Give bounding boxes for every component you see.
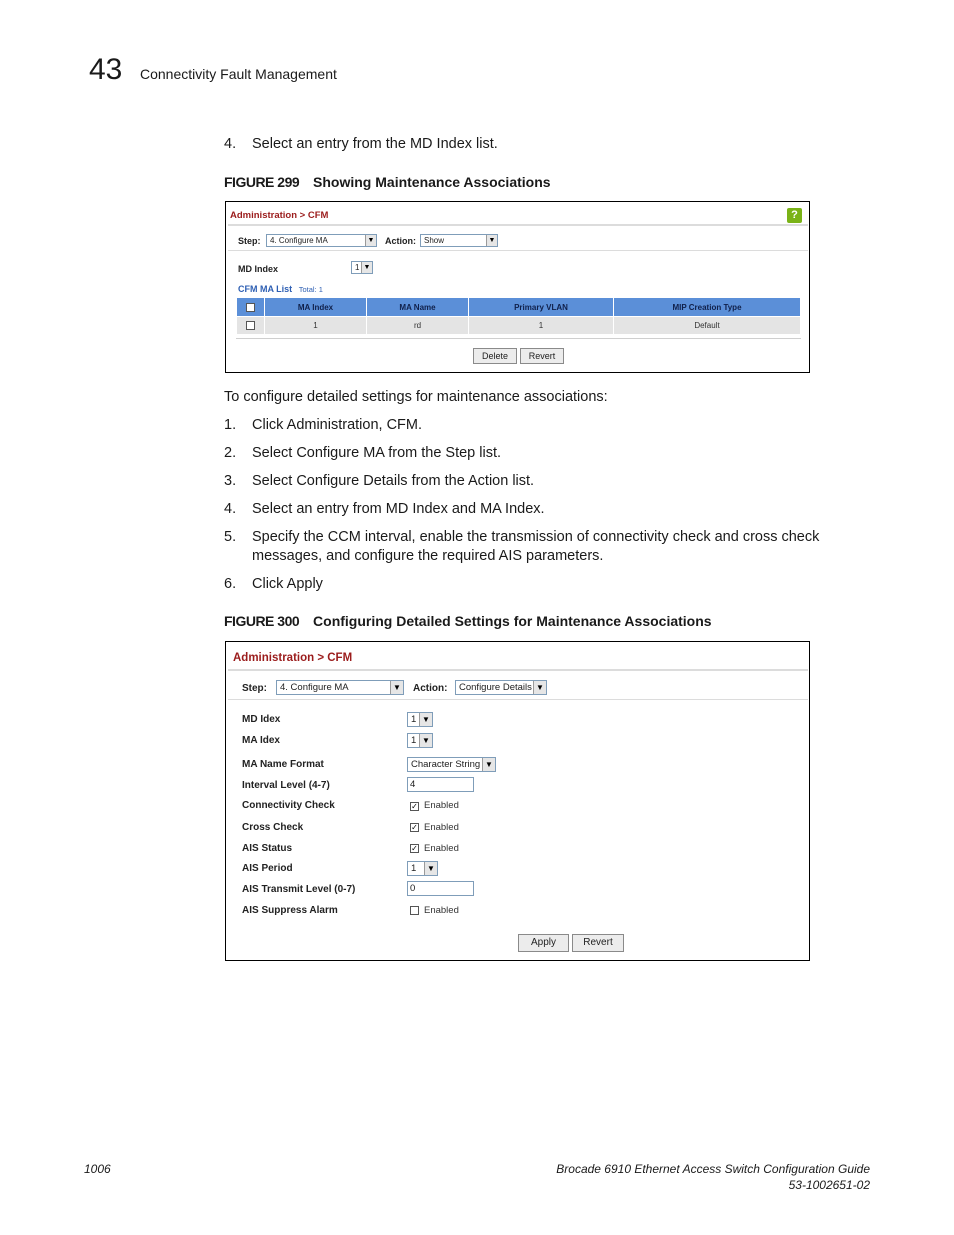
step-label: Step: (238, 236, 261, 246)
ais-status-enabled-label: Enabled (424, 843, 459, 854)
procedure-step-6: 6. Click Apply (224, 576, 323, 592)
col-ma-name[interactable]: MA Name (367, 298, 469, 317)
procedure-step-2: 2. Select Configure MA from the Step list. (224, 445, 502, 461)
md-index-select[interactable]: 1 ▼ (407, 712, 433, 727)
figure-300-caption (224, 613, 712, 629)
cell-ma-index: 1 (265, 317, 367, 335)
select-all-header (237, 298, 265, 317)
ais-transmit-level-input[interactable]: 0 (407, 881, 474, 896)
action-select[interactable]: Configure Details ▼ (455, 680, 547, 695)
cell-ma-name: rd (367, 317, 469, 335)
step-select[interactable]: 4. Configure MA ▼ (276, 680, 404, 695)
procedure-step-1: 1. Click Administration, CFM. (224, 417, 423, 433)
interval-level-input[interactable]: 4 (407, 777, 474, 792)
row-select-checkbox[interactable] (246, 321, 255, 330)
header-divider (228, 224, 808, 226)
ais-transmit-level-label: AIS Transmit Level (0-7) (242, 884, 356, 895)
list-total: Total: 1 (298, 285, 323, 294)
cell-primary-vlan: 1 (469, 317, 614, 335)
cross-check-label: Cross Check (242, 822, 304, 833)
connectivity-check-label: Connectivity Check (242, 800, 335, 811)
chevron-down-icon: ▼ (482, 758, 495, 771)
chevron-down-icon: ▼ (486, 235, 497, 246)
chevron-down-icon: ▼ (419, 734, 432, 747)
chapter-number: 43 (89, 53, 123, 86)
toolbar-divider (228, 699, 808, 700)
help-question-icon[interactable]: ? (787, 208, 802, 223)
chevron-down-icon: ▼ (533, 681, 546, 694)
procedure-intro: To configure detailed settings for maintenance associations: (224, 389, 608, 405)
breadcrumb[interactable]: Administration > CFM (233, 652, 353, 664)
ma-name-format-label: MA Name Format (242, 759, 324, 770)
apply-button[interactable]: Apply (518, 934, 569, 952)
chapter-title: Connectivity Fault Management (140, 66, 337, 82)
intro-step-text: Select an entry from the MD Index list. (252, 136, 498, 152)
ais-suppress-alarm-checkbox[interactable] (410, 906, 419, 915)
chevron-down-icon: ▼ (365, 235, 376, 246)
toolbar-divider (228, 250, 808, 251)
page-number: 1006 (84, 1162, 111, 1176)
procedure-step-3: 3. Select Configure Details from the Action list. (224, 473, 535, 489)
figure-300-screenshot (225, 641, 810, 961)
figure-300-label: FIGURE 300 (224, 613, 300, 629)
interval-level-label: Interval Level (4-7) (242, 780, 330, 791)
col-ma-index[interactable]: MA Index (265, 298, 367, 317)
cfm-ma-list-title: CFM MA List Total: 1 (238, 284, 323, 294)
figure-299-label: FIGURE 299 (224, 174, 300, 190)
ais-period-label: AIS Period (242, 863, 293, 874)
md-index-label: MD Idex (242, 714, 281, 725)
table-header-row (237, 298, 801, 317)
header-divider (228, 669, 808, 671)
ais-status-checkbox[interactable]: ✓ (411, 844, 418, 853)
revert-button[interactable]: Revert (520, 348, 564, 364)
figure-300-title: Configuring Detailed Settings for Maintenance Associations (313, 613, 712, 629)
table-row (237, 317, 801, 335)
figure-299-screenshot (225, 201, 810, 373)
ma-index-label: MA Idex (242, 735, 280, 746)
delete-button[interactable]: Delete (473, 348, 517, 364)
chevron-down-icon: ▼ (419, 713, 432, 726)
cell-mip-creation-type: Default (614, 317, 801, 335)
action-label: Action: (413, 683, 448, 694)
step-select[interactable]: 4. Configure MA ▼ (266, 234, 377, 247)
breadcrumb[interactable]: Administration > CFM (230, 210, 329, 221)
col-primary-vlan[interactable]: Primary VLAN (469, 298, 614, 317)
chevron-down-icon: ▼ (424, 862, 437, 875)
col-mip-creation-type[interactable]: MIP Creation Type (614, 298, 801, 317)
cfm-ma-list-table (236, 297, 801, 335)
action-label: Action: (385, 236, 416, 246)
intro-step (0, 135, 954, 155)
table-bottom-divider (236, 338, 801, 339)
row-select-cell (237, 317, 265, 335)
procedure-step-4: 4. Select an entry from MD Index and MA Index. (224, 501, 545, 517)
md-index-select[interactable]: 1 ▼ (351, 261, 373, 274)
figure-299-title: Showing Maintenance Associations (313, 174, 551, 190)
connectivity-check-enabled-label: Enabled (424, 800, 459, 811)
procedure-step-5: 5. Specify the CCM interval, enable the transmission of connectivity check and cross check messages, and configure the required AIS parameters. (224, 529, 820, 564)
ais-status-label: AIS Status (242, 843, 293, 854)
ma-name-format-select[interactable]: Character String ▼ (407, 757, 496, 772)
connectivity-check-checkbox[interactable]: ✓ (411, 802, 418, 811)
step-label: Step: (242, 683, 267, 694)
intro-step-number: 4. (224, 136, 237, 152)
figure-299-caption (224, 174, 551, 190)
chevron-down-icon: ▼ (361, 262, 372, 273)
ais-period-select[interactable]: 1 ▼ (407, 861, 438, 876)
cross-check-checkbox[interactable]: ✓ (411, 823, 418, 832)
select-all-checkbox[interactable] (246, 303, 255, 312)
ais-suppress-alarm-label: AIS Suppress Alarm (242, 905, 338, 916)
md-index-label: MD Index (238, 264, 279, 274)
chevron-down-icon: ▼ (390, 681, 403, 694)
action-select[interactable]: Show ▼ (420, 234, 498, 247)
doc-number: 53-1002651-02 (788, 1178, 870, 1192)
ma-index-select[interactable]: 1 ▼ (407, 733, 433, 748)
cross-check-enabled-label: Enabled (424, 822, 459, 833)
guide-title: Brocade 6910 Ethernet Access Switch Configuration Guide (556, 1162, 870, 1176)
ais-suppress-alarm-enabled-label: Enabled (424, 905, 459, 916)
revert-button[interactable]: Revert (572, 934, 624, 952)
